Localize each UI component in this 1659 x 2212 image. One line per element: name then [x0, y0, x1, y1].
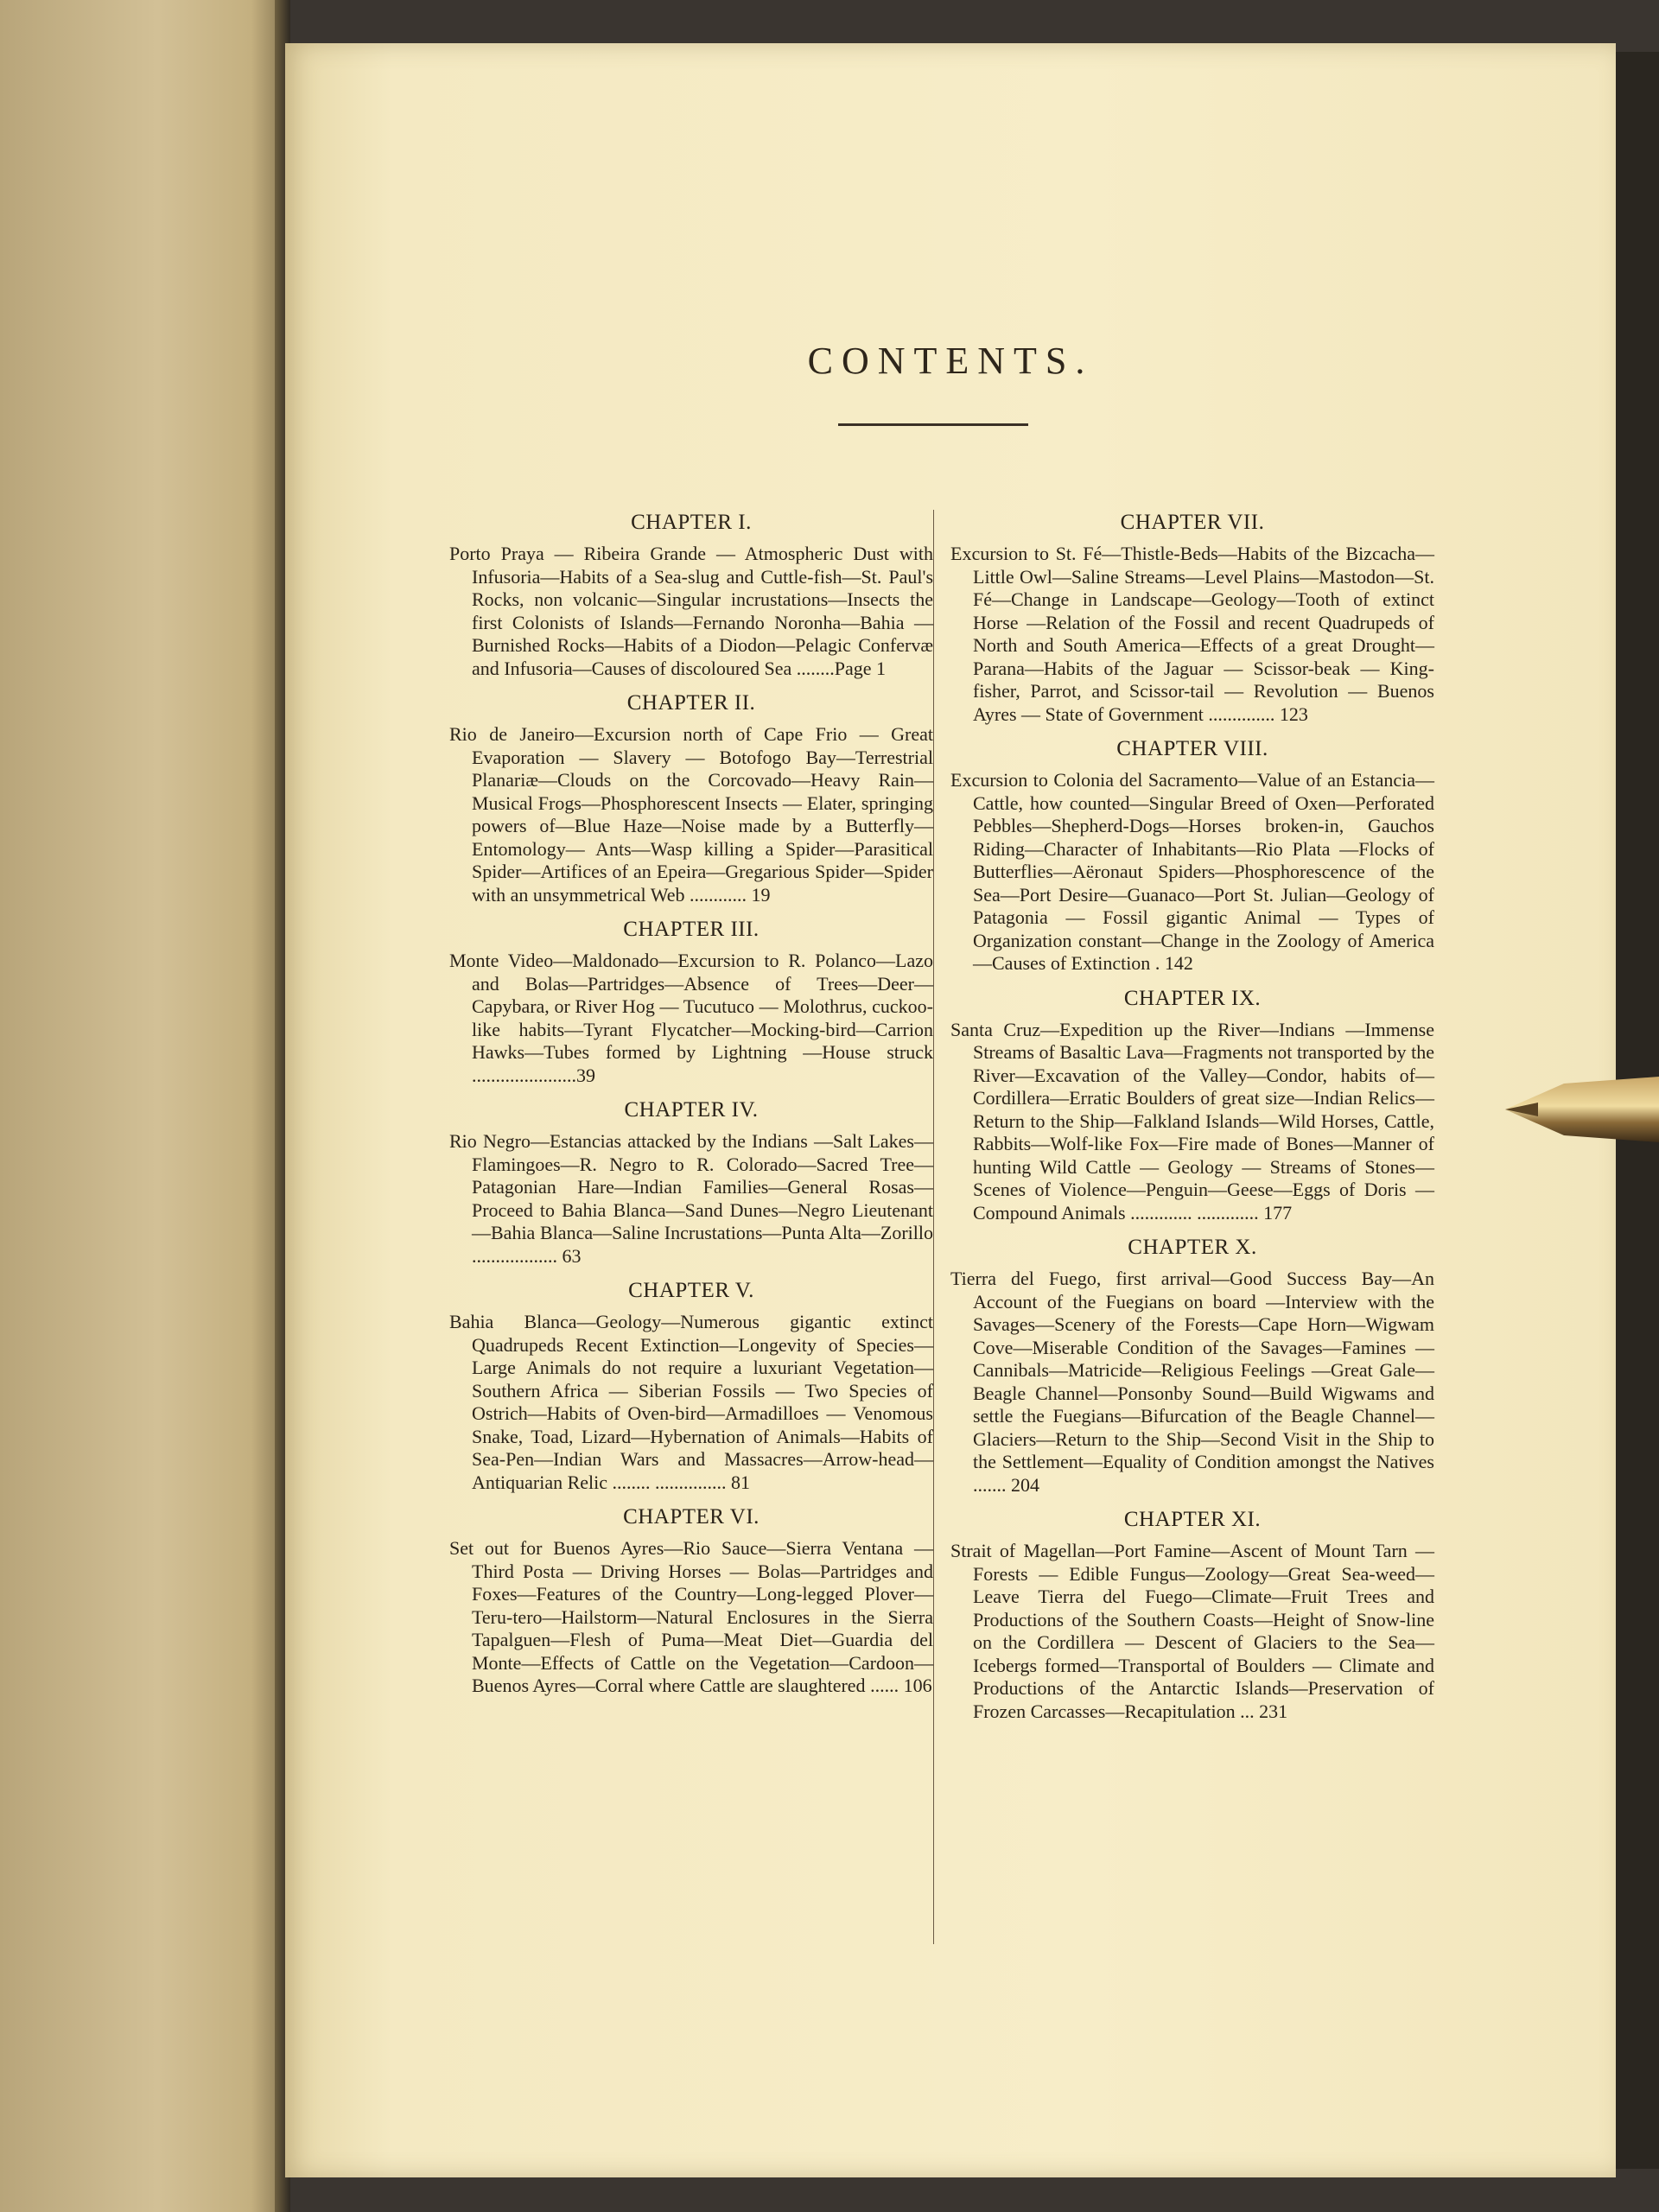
chapter-heading: CHAPTER III.	[623, 918, 760, 941]
chapter-heading: CHAPTER XI.	[1123, 1508, 1262, 1531]
page-reference: ............ 19	[690, 883, 771, 906]
chapter-summary	[449, 1537, 933, 1698]
chapter-entry	[950, 510, 1434, 726]
chapter-text: Rio de Janeiro—Excursion north of Cape Frio — Great Evaporation — Slavery — Botofogo Bay—Terrestrial Planariæ—Clouds on the Corcovado—Heavy Rain—Musical Frogs—Phosphorescent Insects — Elater, springing powers of—Blue Haze—Noise made by a Butterfly— Entomology— Ants—Wasp killing a Spider—Parasitical Spider—Artifices of an Epeira—Gregarious Spider—Spider with an unsymmetrical Web	[449, 723, 933, 906]
chapter-summary	[950, 1540, 1434, 1723]
page-reference: .............. 123	[1208, 702, 1308, 725]
chapter-summary	[449, 723, 933, 906]
title-rule	[838, 423, 1028, 426]
page-reference: ......................39	[472, 1064, 595, 1086]
chapter-entry	[449, 1504, 933, 1698]
chapter-entry	[950, 1235, 1434, 1497]
chapter-text: Bahia Blanca—Geology—Numerous gigantic extinct Quadrupeds Recent Extinction—Longevity of Species—Large Animals do not require a luxuriant Vegetation—Southern Africa — Siberian Fossils — Two Species of Ostrich—Habits of Oven-bird—Armadilloes — Venomous Snake, Toad, Lizard—Hybernation of Animals—Habits of Sea-Pen—Indian Wars and Massacres—Arrow-head—Antiquarian Relic	[449, 1311, 933, 1493]
chapter-text: Tierra del Fuego, first arrival—Good Success Bay—An Account of the Fuegians on board —Interview with the Savages—Scenery of the Forests—Cape Horn—Wigwam Cove—Miserable Condition of the Savages—Famines —Cannibals—Matricide—Religious Feelings —Great Gale—Beagle Channel—Ponsonby Sound—Build Wigwams and settle the Fuegians—Bifurcation of the Beagle Channel—Glaciers—Return to the Ship—Second Visit in the Ship to the Settlement—Equality of Condition amongst the Natives	[950, 1268, 1434, 1472]
chapter-heading: CHAPTER X.	[1128, 1236, 1257, 1259]
chapter-entry	[449, 1278, 933, 1494]
left-page	[0, 0, 285, 2212]
chapter-text: Monte Video—Maldonado—Excursion to R. Polanco—Lazo and Bolas—Partridges—Absence of Trees—Deer—Capybara, or River Hog — Tucutuco — Molothrus, cuckoo-like habits—Tyrant Flycatcher—Mocking-bird—Carrion Hawks—Tubes formed by Lightning —House struck	[449, 950, 933, 1063]
page-reference: ... 231	[1240, 1700, 1288, 1722]
page-reference: . 142	[1154, 952, 1193, 974]
left-column	[449, 510, 933, 1708]
page-title: CONTENTS.	[807, 340, 1094, 382]
chapter-text: Porto Praya — Ribeira Grande — Atmospheric Dust with Infusoria—Habits of a Sea-slug and Cuttle-fish—St. Paul's Rocks, non volcanic—Singular incrustations—Insects the first Colonists of Islands—Fernando Noronha—Bahia —Burnished Rocks—Habits of a Diodon—Pelagic Confervæ and Infusoria—Causes of discoloured Sea	[449, 543, 933, 679]
chapter-summary	[950, 769, 1434, 976]
chapter-heading: CHAPTER VII.	[1120, 511, 1265, 534]
chapter-text: Rio Negro—Estancias attacked by the Indians —Salt Lakes—Flamingoes—R. Negro to R. Colorado—Sacred Tree—Patagonian Hare—Indian Families—General Rosas—Proceed to Bahia Blanca—Sand Dunes—Negro Lieutenant—Bahia Blanca—Saline Incrustations—Punta Alta—Zorillo	[449, 1130, 933, 1243]
chapter-text: Set out for Buenos Ayres—Rio Sauce—Sierra Ventana — Third Posta — Driving Horses — Bolas—Partridges and Foxes—Features of the Country—Long-legged Plover—Teru-tero—Hailstorm—Natural Enclosures in the Sierra Tapalguen—Flesh of Puma—Meat Diet—Guardia del Monte—Effects of Cattle on the Vegetation—Cardoon—Buenos Ayres—Corral where Cattle are slaughtered	[449, 1537, 933, 1696]
chapter-summary	[449, 1130, 933, 1268]
chapter-entry	[449, 690, 933, 906]
chapter-summary	[449, 950, 933, 1087]
page-reference: ...... 106	[870, 1675, 932, 1696]
chapter-text: Santa Cruz—Expedition up the River—Indians —Immense Streams of Basaltic Lava—Fragments not transported by the River—Excavation of the Valley—Condor, habits of—Cordillera—Erratic Boulders of great size—Indian Relics—Return to the Ship—Falkland Islands—Wild Horses, Cattle, Rabbits—Wolf-like Fox—Fire made of Bones—Manner of hunting Wild Cattle — Geology — Streams of Stones—Scenes of Violence—Penguin—Geese—Eggs of Doris —Compound Animals	[950, 1018, 1434, 1224]
column-divider	[933, 510, 934, 1944]
page-reference: ........Page 1	[796, 657, 887, 679]
chapter-entry	[950, 986, 1434, 1225]
pen-tip	[1503, 1071, 1659, 1149]
chapter-entry	[950, 1507, 1434, 1723]
page-reference: ....... 204	[973, 1473, 1039, 1496]
page-reference: ........ ............... 81	[612, 1471, 751, 1493]
chapter-entry	[950, 736, 1434, 976]
chapter-heading: CHAPTER II.	[626, 691, 756, 715]
contents-page	[285, 43, 1616, 2177]
chapter-entry	[449, 917, 933, 1087]
chapter-heading: CHAPTER IV.	[624, 1098, 759, 1122]
chapter-summary	[449, 543, 933, 680]
chapter-heading: CHAPTER V.	[628, 1279, 754, 1302]
chapter-text: Excursion to Colonia del Sacramento—Value of an Estancia—Cattle, how counted—Singular Breed of Oxen—Perforated Pebbles—Shepherd-Dogs—Horses broken-in, Gauchos Riding—Character of Inhabitants—Rio Plata —Flocks of Butterflies—Aëronaut Spiders—Phosphorescence of the Sea—Port Desire—Guanaco—Port St. Julian—Geology of Patagonia — Fossil gigantic Animal — Types of Organization constant—Change in the Zoology of America—Causes of Extinction	[950, 769, 1434, 974]
chapter-heading: CHAPTER I.	[631, 511, 752, 534]
chapter-text: Excursion to St. Fé—Thistle-Beds—Habits of the Bizcacha—Little Owl—Saline Streams—Level Plains—Mastodon—St. Fé—Change in Landscape—Geology—Tooth of extinct Horse —Relation of the Fossil and recent Quadrupeds of North and South America—Effects of a great Drought—Parana—Habits of the Jaguar — Scissor-beak — King-fisher, Parrot, and Scissor-tail — Revolution — Buenos Ayres — State of Government	[950, 543, 1434, 725]
chapter-text: Strait of Magellan—Port Famine—Ascent of Mount Tarn — Forests — Edible Fungus—Zoology—Great Sea-weed—Leave Tierra del Fuego—Climate—Fruit Trees and Productions of the Southern Coasts—Height of Snow-line on the Cordillera — Descent of Glaciers to the Sea—Icebergs formed—Transportal of Boulders — Climate and Productions of the Antarctic Islands—Preservation of Frozen Carcasses—Recapitulation	[950, 1540, 1434, 1722]
chapter-summary	[950, 543, 1434, 726]
page-reference: ............. ............. 177	[1130, 1201, 1293, 1224]
chapter-summary	[950, 1019, 1434, 1225]
page-reference: .................. 63	[472, 1244, 582, 1267]
chapter-heading: CHAPTER IX.	[1123, 986, 1262, 1010]
chapter-entry	[449, 1097, 933, 1268]
chapter-heading: CHAPTER VI.	[623, 1505, 760, 1529]
chapter-summary	[449, 1311, 933, 1494]
chapter-entry	[449, 510, 933, 680]
right-column	[950, 510, 1434, 1733]
chapter-summary	[950, 1268, 1434, 1497]
chapter-heading: CHAPTER VIII.	[1116, 737, 1268, 760]
